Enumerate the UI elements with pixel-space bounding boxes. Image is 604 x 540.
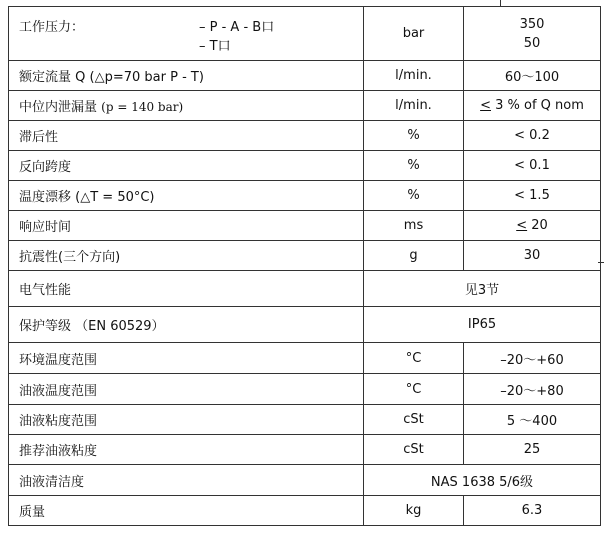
value-pab: 350 xyxy=(519,16,545,32)
param-cell xyxy=(9,91,364,121)
param-cell: 电气性能 xyxy=(9,271,364,307)
table-row xyxy=(9,151,601,181)
wide-value-cell: 见3节 xyxy=(364,271,601,307)
table-row xyxy=(9,496,601,526)
param-label: 中位内泄漏量 xyxy=(19,100,102,115)
param-label-cont: p=70 bar P - T) xyxy=(104,70,204,85)
table-row xyxy=(9,435,601,465)
table-row xyxy=(9,307,601,343)
param-cell: 油液清洁度 xyxy=(9,465,364,496)
value-cell: –20～+80 xyxy=(464,374,601,405)
table-row xyxy=(9,91,601,121)
delta-symbol: △ xyxy=(80,190,91,205)
unit-cell: cSt xyxy=(364,435,464,465)
unit-cell: bar xyxy=(364,7,464,61)
spec-table xyxy=(8,6,601,526)
param-cell: 响应时间 xyxy=(9,211,364,241)
table-row xyxy=(9,241,601,271)
unit-cell: % xyxy=(364,181,464,211)
value-number: 20 xyxy=(527,218,548,233)
unit-cell: °C xyxy=(364,343,464,374)
value-cell xyxy=(464,7,601,61)
value-cell xyxy=(464,91,601,121)
value-operator: < xyxy=(516,218,528,233)
param-cell: 油液温度范围 xyxy=(9,374,364,405)
param-cell: 质量 xyxy=(9,496,364,526)
param-label: 工作压力： xyxy=(19,19,85,35)
value-cell: 5 ～400 xyxy=(464,405,601,435)
unit-cell: kg xyxy=(364,496,464,526)
value-cell: 6.3 xyxy=(464,496,601,526)
table-row xyxy=(9,271,601,307)
delta-symbol: △ xyxy=(94,70,105,85)
unit-cell: g xyxy=(364,241,464,271)
param-label-pab: – P - A - B口 xyxy=(199,19,275,35)
param-cell: 滞后性 xyxy=(9,121,364,151)
table-row xyxy=(9,405,601,435)
table-row xyxy=(9,7,601,61)
value-cell: < 1.5 xyxy=(464,181,601,211)
value-t: 50 xyxy=(523,35,541,51)
param-cell: 油液粘度范围 xyxy=(9,405,364,435)
unit-cell: cSt xyxy=(364,405,464,435)
param-cell: 反向跨度 xyxy=(9,151,364,181)
unit-cell: l/min. xyxy=(364,61,464,91)
param-label-t: – T口 xyxy=(199,38,231,54)
table-row xyxy=(9,121,601,151)
param-label-cont: T = 50°C) xyxy=(90,190,155,205)
value-cell: 25 xyxy=(464,435,601,465)
wide-value-cell: IP65 xyxy=(364,307,601,343)
param-label: 额定流量 Q ( xyxy=(19,70,95,85)
value-operator: < xyxy=(480,98,491,113)
value-cell: 60～100 xyxy=(464,61,601,91)
unit-cell: % xyxy=(364,121,464,151)
param-label: 温度漂移 ( xyxy=(19,190,81,205)
unit-cell: °C xyxy=(364,374,464,405)
value-cell: < 0.2 xyxy=(464,121,601,151)
wide-value-cell: NAS 1638 5/6级 xyxy=(364,465,601,496)
unit-cell: % xyxy=(364,151,464,181)
value-cell: –20～+60 xyxy=(464,343,601,374)
unit-cell: ms xyxy=(364,211,464,241)
param-condition: (p = 140 bar) xyxy=(101,100,184,114)
table-row xyxy=(9,343,601,374)
table-row xyxy=(9,374,601,405)
param-cell: 保护等级 （EN 60529） xyxy=(9,307,364,343)
param-cell xyxy=(9,181,364,211)
param-cell xyxy=(9,61,364,91)
param-cell: 抗震性(三个方向) xyxy=(9,241,364,271)
table-row xyxy=(9,61,601,91)
unit-cell: l/min. xyxy=(364,91,464,121)
value-cell: < 0.1 xyxy=(464,151,601,181)
value-number: 3 % of Q nom xyxy=(491,98,584,113)
table-row xyxy=(9,211,601,241)
value-cell xyxy=(464,211,601,241)
param-cell: 环境温度范围 xyxy=(9,343,364,374)
value-cell: 30 xyxy=(464,241,601,271)
param-cell: 推荐油液粘度 xyxy=(9,435,364,465)
param-cell xyxy=(9,7,364,61)
table-row xyxy=(9,181,601,211)
table-row xyxy=(9,465,601,496)
